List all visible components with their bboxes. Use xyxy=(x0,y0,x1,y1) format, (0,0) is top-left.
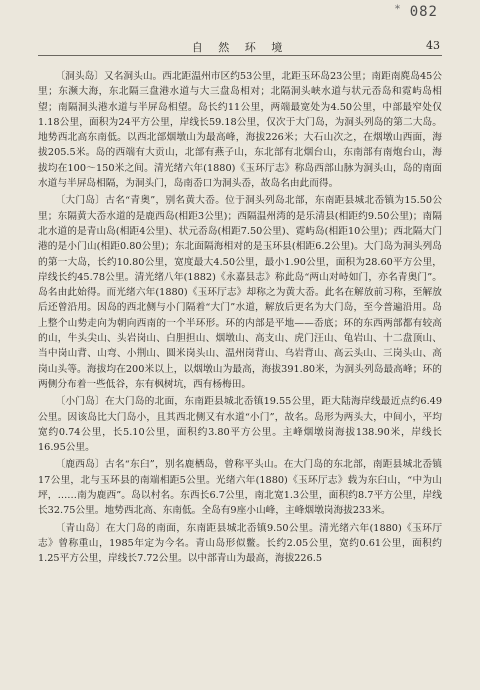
ink-mark: * xyxy=(395,4,400,15)
entry-text: 在大门岛的北面，东南距县城北岙镇19.55公里，距大陆海岸线最近点约6.49公里。因该岛比大门岛小，且其西北侧又有水道“小门”，故名。岛形为两头大，中间小，平均宽约0.74公里，长5.10公里，面积约3.80平方公里。主峰烟墩岗海拔138.90米，岸线长16.95公里。 xyxy=(38,396,442,454)
entry-term: 〔鹿西岛〕 xyxy=(55,459,105,471)
entry-text: 又名洞头山。西北距温州市区约53公里，北距玉环岛23公里；南距南麂岛45公里；东濒大海，东北隔三盘港水道与大三盘岛相对；北隔洞头峡水道与状元岙岛和霓屿岛相望；南隔洞头港水道与半屏岛相望。岛长约11公里，两端最宽处为4.50公里，中部最窄处仅1.18公里，面积为24平方公里，岸线长59.18公里，仅次于大门岛，为洞头列岛的第二大岛。地势西北高东南低。以西北部烟墩山为最高峰，海拔226米；大石山次之，在烟墩山西面，海拔205.5米。岛的西端有大贡山，北部有燕子山，东北部有北烟台山，东南部有南炮台山，海拔均在100～150米之间。清光绪六年(1880)《玉环厅志》称岛西部山脉为洞头山，岛的南面水道与半屏岛相隔，为洞头门，岛南岙口为洞头岙，故岛名由此而得。 xyxy=(38,71,442,190)
entry-term: 〔青山岛〕 xyxy=(55,522,106,534)
header-title: 自 然 环 境 xyxy=(191,41,289,54)
entry-damen-island xyxy=(38,193,442,392)
page-number: 43 xyxy=(426,39,440,52)
page-body xyxy=(38,69,442,569)
entry-text: 古名“青奥”，别名黄大岙。位于洞头列岛北部，东南距县城北岙镇为15.50公里；东隔黄大岙水道的是鹿西岛(相距3公里)；西隔温州湾的是乐清县(相距约9.50公里)；南隔北水道的是青山岛(相距4公里)、状元岙岛(相距7.50公里)、霓屿岛(相距10公里)；西北隔大门港的是小门山(相距0.80公里)；东北面隔海相对的是玉环县(相距6.2公里)。大门岛为洞头列岛的第一大岛，长约10.80公里，宽度最大4.50公里，最小1.90公里，面积为28.60平方公里，岸线长约45.78公里。清光绪八年(1882)《永嘉县志》称此岛“两山对峙如门，亦名青奥门”。岛名由此始得。而光绪六年(1880)《玉环厅志》却称之为黄大岙。此名在解放前习称，至解放后还曾沿用。因岛的西北侧与小门隔着“大门”水道，解放后更名为大门岛，至今普遍沿用。岛上整个山势走向为朝向西南的一个半环形。环的内部是平地——岙底；环的东西两部都有较高的山，牛头尖山、头岩岗山、白胆担山、烟墩山、高支山、虎门汪山、龟岩山、十二盘顶山、当中岗山背、山弯、小荆山、圆米岗头山、温州岗背山、乌岩背山、高云头山、三岗头山、高岗山头等。海拔均在200米以上，以烟墩山为最高，海拔391.80米，为洞头列岛最高峰；环的两侧分布着一些低谷，东有枫树坑，西有杨梅田。 xyxy=(38,195,443,390)
entry-dongtou-island xyxy=(38,69,442,191)
entry-term: 〔大门岛〕 xyxy=(55,195,106,207)
handwritten-page-number: 082 xyxy=(409,4,438,20)
entry-term: 〔洞头岛〕 xyxy=(55,71,104,82)
entry-luxi-island xyxy=(38,457,442,518)
entry-xiaomen-island xyxy=(38,394,442,455)
running-header xyxy=(38,39,442,56)
entry-text: 古名“东臼”，别名鹿栖岛，曾称平头山。在大门岛的东北部，南距县城北岙镇17公里，北与玉环县的南端相距5公里。光绪六年(1880)《玉环厅志》载为东臼山，“中为山坪，……南为鹿西”。岛以村名。东西长6.7公里，南北宽1.3公里，面积约8.7平方公里，岸线长32.75公里。地势西北高、东南低。全岛有9座小山峰，主峰烟墩岗海拔233米。 xyxy=(38,459,442,517)
entry-qingshan-island xyxy=(38,521,442,567)
entry-text: 在大门岛的南面，东南距县城北岙镇9.50公里。清光绪六年(1880)《玉环厅志》曾称重山，1985年定为今名。青山岛形似鳖。长约2.05公里，宽约0.61公里，面积约1.25平方公里，岸线长7.72公里。以中部青山为最高，海拔226.5 xyxy=(38,522,443,565)
entry-term: 〔小门岛〕 xyxy=(55,396,106,408)
